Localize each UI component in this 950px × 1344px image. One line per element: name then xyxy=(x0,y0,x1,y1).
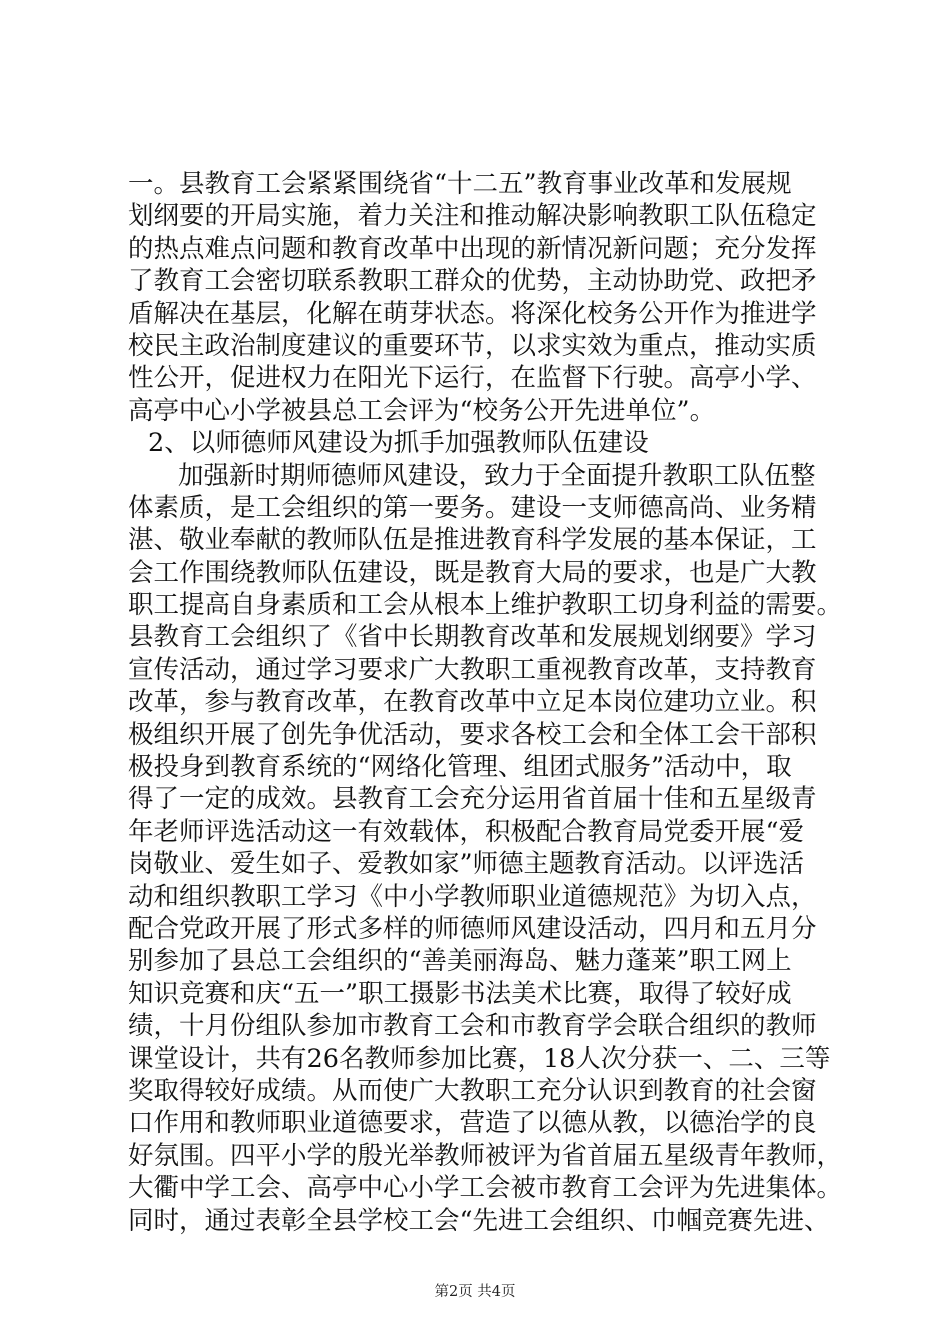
text-line: 高亭中心小学被县总工会评为“校务公开先进单位”。 xyxy=(128,395,716,426)
page-number-label: 第2页 共4页 xyxy=(434,1284,516,1300)
text-line: 同时，通过表彰全县学校工会“先进工会组织、巾帼竞赛先进、 xyxy=(128,1205,830,1236)
text-line: 体素质，是工会组织的第一要务。建设一支师德高尚、业务精 xyxy=(128,492,817,523)
text-line: 口作用和教师职业道德要求，营造了以德从教，以德治学的良 xyxy=(128,1108,817,1139)
text-line: 会工作围绕教师队伍建设，既是教育大局的要求，也是广大教 xyxy=(128,557,817,588)
text-line: 课堂设计，共有26名教师参加比赛，18人次分获一、二、三等 xyxy=(128,1043,831,1074)
text-line: 年老师评选活动这一有效载体，积极配合教育局党委开展“爱 xyxy=(128,816,805,847)
text-line: 动和组织教职工学习《中小学教师职业道德规范》为切入点， xyxy=(128,881,817,912)
text-line: 别参加了县总工会组织的“善美丽海岛、魅力蓬莱”职工网上 xyxy=(128,946,792,977)
text-line: 校民主政治制度建议的重要环节，以求实效为重点，推动实质 xyxy=(128,330,817,361)
page-footer xyxy=(0,1282,950,1302)
text-line: 奖取得较好成绩。从而使广大教职工充分认识到教育的社会窗 xyxy=(128,1075,817,1106)
text-line: 知识竞赛和庆“五一”职工摄影书法美术比赛，取得了较好成 xyxy=(128,978,792,1009)
text-line: 了教育工会密切联系教职工群众的优势，主动协助党、政把矛 xyxy=(128,266,817,297)
text-line: 盾解决在基层，化解在萌芽状态。将深化校务公开作为推进学 xyxy=(128,298,817,329)
section-heading: 2、以师德师风建设为抓手加强教师队伍建设 xyxy=(148,428,649,459)
text-line: 得了一定的成效。县教育工会充分运用省首届十佳和五星级青 xyxy=(128,784,817,815)
text-line: 大衢中学工会、高亭中心小学工会被市教育工会评为先进集体。 xyxy=(128,1173,843,1204)
text-line: 配合党政开展了形式多样的师德师风建设活动，四月和五月分 xyxy=(128,913,817,944)
text-line: 性公开，促进权力在阳光下运行，在监督下行驶。高亭小学、 xyxy=(128,363,817,394)
text-line: 职工提高自身素质和工会从根本上维护教职工切身利益的需要。 xyxy=(128,590,843,621)
text-line: 一。县教育工会紧紧围绕省“十二五”教育事业改革和发展规 xyxy=(128,169,792,199)
text-line: 宣传活动，通过学习要求广大教职工重视教育改革，支持教育 xyxy=(128,654,817,685)
text-line: 县教育工会组织了《省中长期教育改革和发展规划纲要》学习 xyxy=(128,622,817,653)
paragraph-first-line: 加强新时期师德师风建设，致力于全面提升教职工队伍整 xyxy=(178,460,816,491)
text-line: 的热点难点问题和教育改革中出现的新情况新问题；充分发挥 xyxy=(128,233,817,264)
text-line: 极组织开展了创先争优活动，要求各校工会和全体工会干部积 xyxy=(128,719,817,750)
text-line: 改革，参与教育改革，在教育改革中立足本岗位建功立业。积 xyxy=(128,687,817,718)
body-text xyxy=(128,168,848,1237)
text-line: 绩，十月份组队参加市教育工会和市教育学会联合组织的教师 xyxy=(128,1011,817,1042)
text-line: 好氛围。四平小学的殷光举教师被评为省首届五星级青年教师， xyxy=(128,1140,843,1171)
text-line: 极投身到教育系统的“网络化管理、组团式服务”活动中，取 xyxy=(128,752,792,783)
text-line: 湛、敬业奉献的教师队伍是推进教育科学发展的基本保证，工 xyxy=(128,525,817,556)
text-line: 划纲要的开局实施，着力关注和推动解决影响教职工队伍稳定 xyxy=(128,201,817,232)
text-line: 岗敬业、爱生如子、爱教如家”师德主题教育活动。以评选活 xyxy=(128,849,805,880)
